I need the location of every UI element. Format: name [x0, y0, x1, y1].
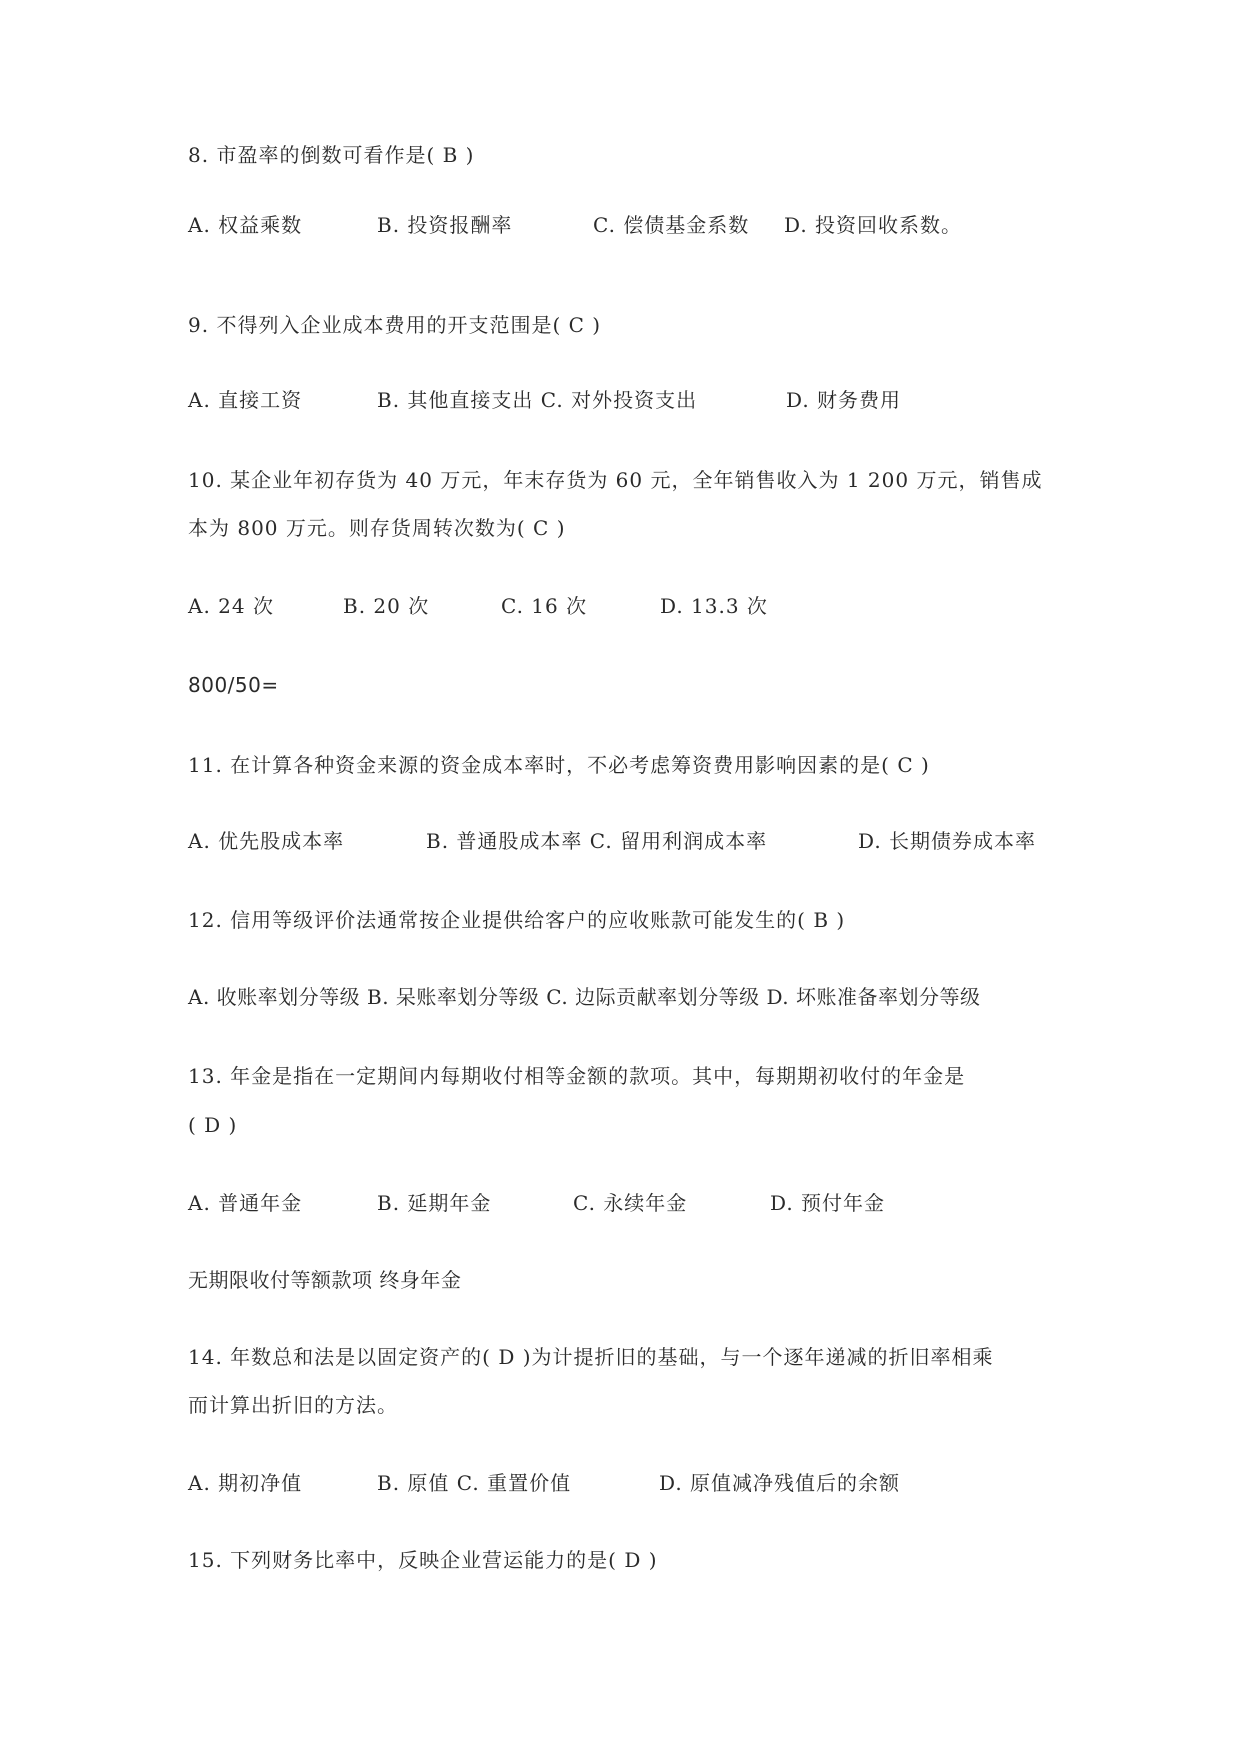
question-13-stem-line-1: 13. 年金是指在一定期间内每期收付相等金额的款项。其中，每期期初收付的年金是: [188, 1064, 966, 1088]
question-14-option-a: A. 期初净值: [188, 1471, 303, 1495]
question-12-stem: 12. 信用等级评价法通常按企业提供给客户的应收账款可能发生的( B ): [188, 908, 846, 932]
question-14-stem-line-1: 14. 年数总和法是以固定资产的( D )为计提折旧的基础，与一个逐年递减的折旧率相乘: [188, 1345, 994, 1369]
question-10-stem-line-1: 10. 某企业年初存货为 40 万元，年末存货为 60 元，全年销售收入为 1 200 万元，销售成: [188, 468, 1043, 492]
question-9-option-a: A. 直接工资: [188, 388, 303, 412]
question-11-option-a: A. 优先股成本率: [188, 829, 345, 853]
question-10-note: 800/50=: [188, 673, 279, 697]
question-14-option-b-c: B. 原值 C. 重置价值: [377, 1471, 572, 1495]
question-9-option-d: D. 财务费用: [786, 388, 902, 412]
question-8-option-c: C. 偿债基金系数: [593, 213, 750, 237]
question-14-stem-line-2: 而计算出折旧的方法。: [188, 1393, 398, 1417]
question-14-option-d: D. 原值减净残值后的余额: [659, 1471, 901, 1495]
question-10-option-a: A. 24 次: [188, 594, 274, 618]
question-10-option-d: D. 13.3 次: [660, 594, 768, 618]
question-8-option-a: A. 权益乘数: [188, 213, 303, 237]
question-13-stem-line-2: ( D ): [188, 1113, 238, 1137]
question-10-option-b: B. 20 次: [343, 594, 430, 618]
question-10-stem-line-2: 本为 800 万元。则存货周转次数为( C ): [188, 516, 566, 540]
question-8-option-d: D. 投资回收系数。: [784, 213, 963, 237]
question-13-option-c: C. 永续年金: [573, 1191, 688, 1215]
question-12-options: A. 收账率划分等级 B. 呆账率划分等级 C. 边际贡献率划分等级 D. 坏账准备率划分等级: [188, 985, 981, 1009]
question-9-stem: 9. 不得列入企业成本费用的开支范围是( C ): [188, 313, 602, 337]
question-8-option-b: B. 投资报酬率: [377, 213, 513, 237]
question-13-option-d: D. 预付年金: [770, 1191, 886, 1215]
question-8-stem: 8. 市盈率的倒数可看作是( B ): [188, 143, 475, 167]
question-15-stem: 15. 下列财务比率中，反映企业营运能力的是( D ): [188, 1548, 658, 1572]
question-13-note: 无期限收付等额款项 终身年金: [188, 1268, 462, 1292]
question-10-option-c: C. 16 次: [501, 594, 588, 618]
question-13-option-a: A. 普通年金: [188, 1191, 303, 1215]
question-13-option-b: B. 延期年金: [377, 1191, 492, 1215]
question-11-stem: 11. 在计算各种资金来源的资金成本率时，不必考虑筹资费用影响因素的是( C ): [188, 753, 930, 777]
question-9-option-b-c: B. 其他直接支出 C. 对外投资支出: [377, 388, 698, 412]
question-11-option-d: D. 长期债券成本率: [858, 829, 1037, 853]
question-11-option-b-c: B. 普通股成本率 C. 留用利润成本率: [426, 829, 768, 853]
